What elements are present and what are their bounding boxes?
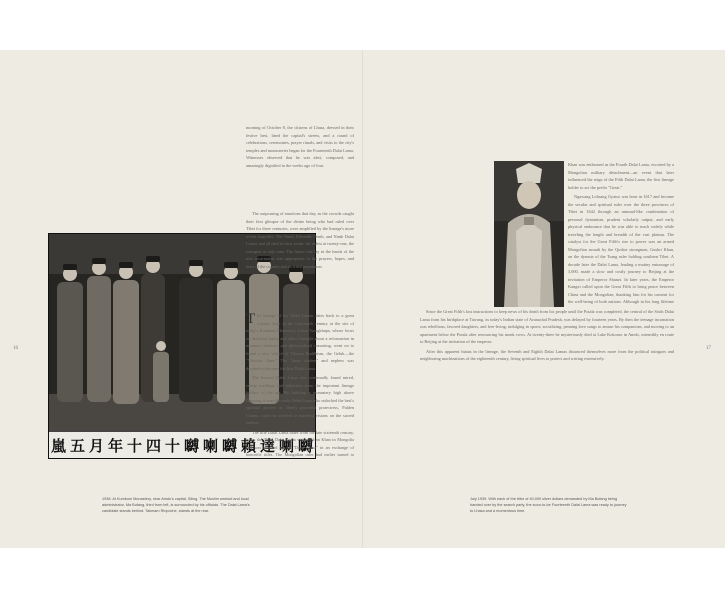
- book-spread: [0, 50, 725, 548]
- inscription-char: 賴: [240, 436, 256, 455]
- inscription-char: 達: [259, 436, 275, 455]
- inscription-char: 嚩: [297, 436, 313, 455]
- page-gutter: [362, 50, 363, 548]
- paragraph: Since the Great Fifth's last instructions to keep news of his death from his people until the Potala was completed, the central of the Sixth Dalai Lama from his birthplace at Tawang, in today's Indian state of Arunachal Pradesh, was delayed by fourteen years. By then the teenage incarnation was rebellious, favored daughters, and free-living, indulging in sports, socializing, penning love songs to amuse his companions, and moving to an apartment below the Potala after renouncing his monk vows. At twenty-three he mysteriously died at Lake Kokonor in Amdo, ostensibly en route to Beijing at the invitation of the emperor.: [420, 309, 674, 344]
- inscription-char: 喇: [278, 436, 294, 455]
- inscription-char: 年: [107, 436, 123, 455]
- left-page-column-top: [246, 124, 354, 171]
- left-page-column-bottom: [246, 312, 354, 460]
- inscription-char: 四: [145, 436, 161, 455]
- drop-cap: T: [246, 312, 256, 327]
- paragraph: The title Dalai Lama dates from the late sixteenth century, when the Third Dalai Lama visited Altan Khan in Mongolia and was honored as the "Dalai Lama" in an exchange of honorific titles. The Mongolian ruler had earlier turned to: [246, 429, 354, 457]
- inscription-char: 十: [164, 436, 180, 455]
- inscription-char: 五: [69, 436, 85, 455]
- inscription-char: 嚩: [183, 436, 199, 455]
- left-photo-caption: 1938. At Kumbum Monastery, near Amdo's capital, Siling. The Muslim warlord and local administrator, Ma Bufang, third from left, is surrounded by his officials. The Dalai Lama's candidate stands behind. Takmam Rinpoche, stands at the rear.: [102, 497, 250, 513]
- paragraph: Ngawang Lobsang Gyatso was born in 1617 and became the secular and spiritual ruler over the three provinces of Tibet in 1642 through an unusual-like combination of personal dynamism, prudent scholarly output, and early physical endurance that he was able to teach widely while traveling the length and breadth of the vast plateau. The catalyst for the Great Fifth's rise to power was an armed Mongolian assault by the Qoshot strongman, Gushri Khan, on the dynasts of the Tsang ruler holding southern Tibet. A decade later the Dalai Lama, leading a mutiny entourage of 3,000, made a slow and costly journey to Beijing at the invitation of Emperor Shunzi. In later years, the Emperor Kangxi called upon the Great Fifth to bring peace between China and the Mongolian, thanking him for his consent for the well-being of both nations. Although in his long lifetime: [568, 194, 674, 304]
- paragraph: The outpouring of emotions that day, as the crowds caught their first glimpse of the divine being who had ruled over Tibet for three centuries, were amplified by the lineage's more recent tragedies. The Ninth, Eleventh, Tenth, and Ninth Dalai Lamas had all died in their youth: the eldest at twenty-one, the youngest at only nine. The future rule lay in the hands of the new incarnation was appropriate to the prayers, hopes, and fears of the country and its tribal population.: [246, 211, 354, 269]
- inscription-char: 嚩: [221, 436, 237, 455]
- inscription-char: 十: [126, 436, 142, 455]
- child-portrait-photo: [494, 161, 564, 307]
- right-photo-caption: July 1939. With each of the tribe of 40,000 silver dollars demanded by Ma Bufang being handed over by the search party, the soon-to-be Fourteenth Dalai Lama was ready to journey to Lhasa and a momentous time.: [470, 497, 627, 513]
- left-page-column-mid: [246, 210, 354, 318]
- inscription-char: 嵐: [50, 436, 66, 455]
- paragraph: he lineage of the Dalai Lamas dates back to a great scholar, born in the fourteenth century at the site of today's Kumbum Monastery, Lama Tsongkhapa, whose focus on doctrinal purity and ethics brought about a reformation in monastic behavior and philosophical reasoning, went on to found a new school of Tibetan Buddhism, the Geluk—the "Virtuous Ones." The "inner student" and nephew was destined to become the first Dalai Lama.: [246, 313, 354, 371]
- paragraph: After this apparent hiatus in the lineage, the Seventh and Eighth Dalai Lamas distanced themselves more from the political intrigues and neighboring machinations of the eighteenth century, living spiritual lives to protect and writing extensively.: [420, 348, 674, 361]
- paragraph: The Second Dalai Lama was continually found mired, taking teachings and initiations from the important lineage holders of the era. By building a monastery high above Drepung, it was this early Dalai Lama who unlocked the best's spiritual powers at Tibet's powerful protectress, Palden Lhamo, could be invoked to manifest visions on the sacred surface.: [246, 375, 354, 425]
- right-page-column-bottom: [420, 308, 674, 464]
- inscription-char: 月: [88, 436, 104, 455]
- left-folio: 16: [13, 346, 18, 351]
- right-folio: 17: [706, 346, 711, 351]
- right-page-column-top: [568, 161, 674, 307]
- paragraph: Khan was enthroned as the Fourth Dalai Lama, escorted by a Mongolian military detachment—an event that later influenced the reign of the Fifth Dalai Lama, the first lineage holder to act the prefix "Great.": [568, 162, 674, 190]
- inscription-char: 喇: [202, 436, 218, 455]
- paragraph: morning of October 8, the citizens of Lhasa, dressed in their festive best, lined the capital's streets, and a round of celebrations, ceremonies, prayer rituals, and visits to the city's temples and monasteries began for the Fourteenth Dalai Lama. Witnesses observed that he was alert, composed, and amazingly dignified in the weeks ago of four.: [246, 125, 354, 168]
